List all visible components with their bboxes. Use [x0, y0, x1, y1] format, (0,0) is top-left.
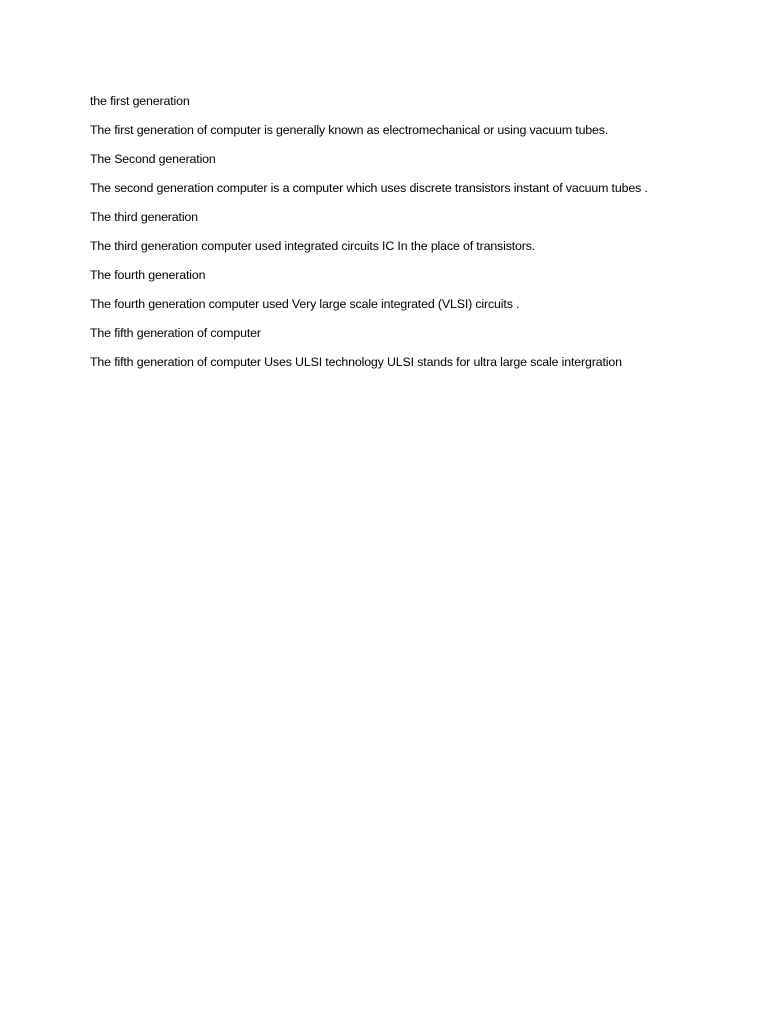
- heading-third-generation: The third generation: [90, 210, 198, 224]
- text-fifth-generation: The fifth generation of computer Uses ULSI technology ULSI stands for ultra large scale intergration: [90, 355, 622, 369]
- heading-first-generation: the first generation: [90, 94, 190, 108]
- heading-second-generation: The Second generation: [90, 152, 216, 166]
- document-body: [90, 93, 730, 383]
- text-fourth-generation: The fourth generation computer used Very large scale integrated (VLSI) circuits .: [90, 297, 520, 311]
- text-third-generation: The third generation computer used integrated circuits IC In the place of transistors.: [90, 239, 536, 253]
- heading-fourth-generation: The fourth generation: [90, 268, 206, 282]
- text-second-generation: The second generation computer is a computer which uses discrete transistors instant of vacuum tubes .: [90, 181, 648, 195]
- text-first-generation: The first generation of computer is generally known as electromechanical or using vacuum tubes.: [90, 123, 609, 137]
- heading-fifth-generation: The fifth generation of computer: [90, 326, 261, 340]
